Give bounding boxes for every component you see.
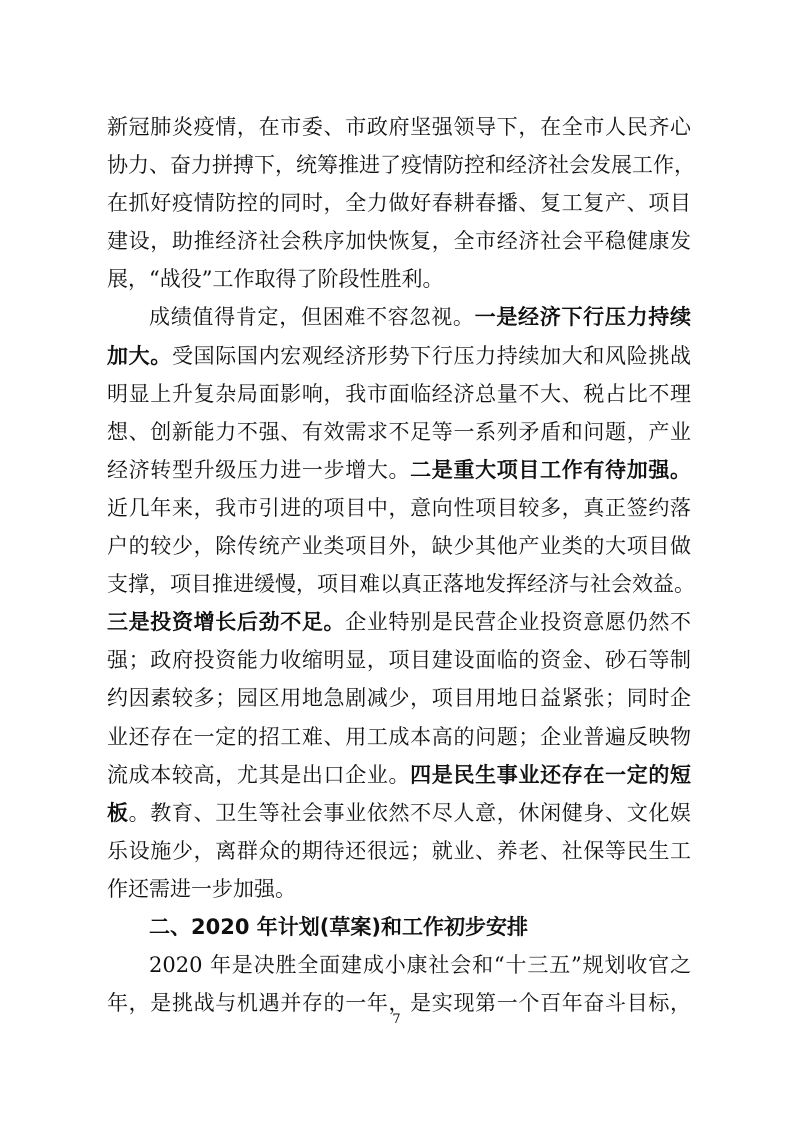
paragraph-line xyxy=(107,337,691,375)
paragraph-line: 支撑，项目推进缓慢，项目难以真正落地发挥经济与社会效益。 xyxy=(107,572,695,597)
section-heading: 二、2020 年计划(草案)和工作初步安排 xyxy=(149,914,528,939)
paragraph-line xyxy=(107,298,691,336)
text-span: 企业特别是民营企业投资意愿仍然不 xyxy=(345,610,692,635)
bold-point-title: 二是重大项目工作有待加强。 xyxy=(410,457,692,482)
page-number: 7 xyxy=(392,1012,401,1027)
paragraph-line: 约因素较多；园区用地急剧减少，项目用地日益紧张；同时企 xyxy=(107,686,691,711)
paragraph-line: 协力、奋力拼搏下，统筹推进了疫情防控和经济社会发展工作， xyxy=(107,153,695,178)
paragraph-line: 户的较少，除传统产业类项目外，缺少其他产业类的大项目做 xyxy=(107,534,691,559)
bold-point-title: 三是投资增长后劲不足。 xyxy=(107,610,346,635)
paragraph-line xyxy=(107,451,691,489)
paragraph-line: 年，是挑战与机遇并存的一年，是实现第一个百年奋斗目标， xyxy=(107,991,691,1016)
paragraph-line: 建设，助推经济社会秩序加快恢复，全市经济社会平稳健康发 xyxy=(107,229,691,254)
paragraph-line xyxy=(107,794,691,832)
paragraph-line: 业还存在一定的招工难、用工成本高的问题；企业普遍反映物 xyxy=(107,724,691,749)
bold-point-title: 一是经济下行压力持续 xyxy=(474,305,691,330)
text-span: 。教育、卫生等社会事业依然不尽人意，休闲健身、文化娱 xyxy=(128,800,691,825)
paragraph-line: 新冠肺炎疫情，在市委、市政府坚强领导下，在全市人民齐心 xyxy=(107,115,691,139)
paragraph-line: 展，“战役”工作取得了阶段性胜利。 xyxy=(107,267,444,292)
text-span: 成绩值得肯定，但困难不容忽视。 xyxy=(149,305,475,330)
paragraph-line: 想、创新能力不强、有效需求不足等一系列矛盾和问题，产业 xyxy=(107,419,691,444)
document-body xyxy=(107,108,695,1022)
text-span: 流成本较高，尤其是出口企业。 xyxy=(107,762,411,787)
paragraph-line xyxy=(107,603,691,641)
paragraph-line: 乐设施少，离群众的期待还很远；就业、养老、社保等民生工 xyxy=(107,838,691,863)
bold-point-title: 四是民生事业还存在一定的短 xyxy=(410,762,692,787)
paragraph-line: 在抓好疫情防控的同时，全力做好春耕春播、复工复产、项目 xyxy=(107,191,691,216)
paragraph-line: 近几年来，我市引进的项目中，意向性项目较多，真正签约落 xyxy=(107,495,691,520)
bold-point-title: 加大。 xyxy=(107,343,172,368)
bold-point-title: 板 xyxy=(107,800,129,825)
paragraph-line: 强；政府投资能力收缩明显，项目建设面临的资金、砂石等制 xyxy=(107,648,691,673)
paragraph-line: 作还需进一步加强。 xyxy=(107,876,296,901)
text-span: 受国际国内宏观经济形势下行压力持续加大和风险挑战 xyxy=(171,343,692,368)
paragraph-line: 明显上升复杂局面影响，我市面临经济总量不大、税占比不理 xyxy=(107,381,691,406)
paragraph-line: 2020 年是决胜全面建成小康社会和“十三五”规划收官之 xyxy=(149,953,691,978)
paragraph-line xyxy=(107,756,691,794)
text-span: 经济转型升级压力进一步增大。 xyxy=(107,457,411,482)
